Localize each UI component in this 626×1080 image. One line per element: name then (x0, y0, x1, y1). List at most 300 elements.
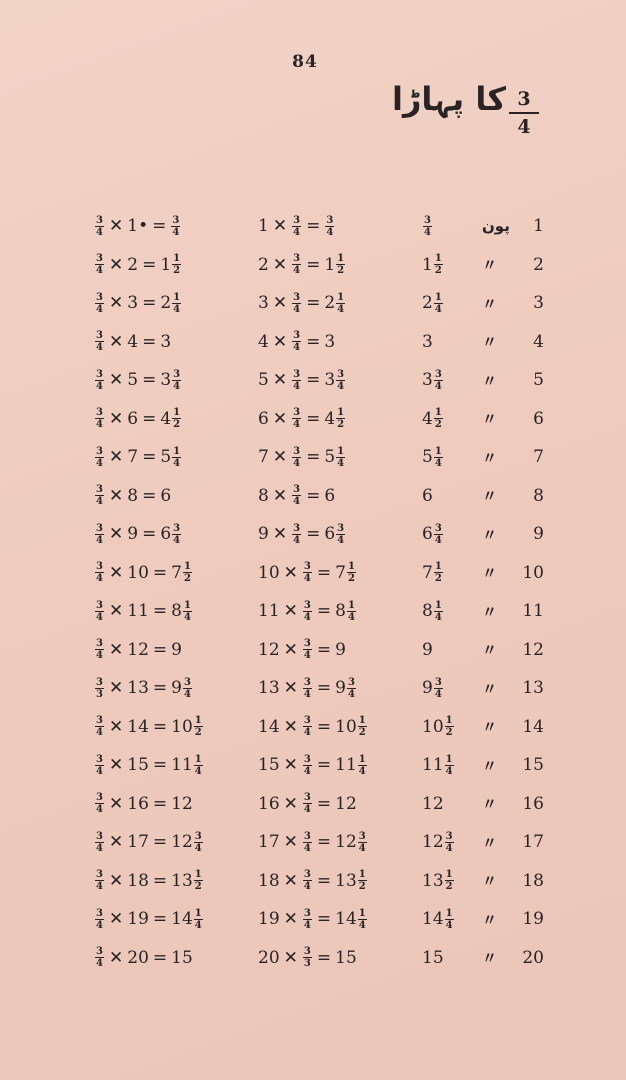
fraction (95, 561, 104, 584)
fraction-numerator: 3 (96, 907, 103, 919)
fraction (292, 484, 301, 507)
ditto-mark: 〃 (482, 333, 498, 351)
times-sign: ✕ (283, 716, 298, 737)
times-sign: ✕ (272, 331, 288, 352)
whole-part: 9 (335, 678, 346, 698)
multiplier: 20 (127, 947, 149, 968)
multiplier: 6 (258, 408, 269, 429)
ditto-mark: 〃 (482, 371, 498, 390)
whole-part: 2 (160, 293, 172, 313)
mixed-number (422, 369, 444, 392)
fraction-numerator: 3 (96, 715, 103, 726)
mixed-number (422, 677, 444, 700)
multiplier: 16 (127, 793, 149, 814)
product-left (94, 515, 182, 553)
row-index: 11 (522, 601, 544, 621)
whole-part: 6 (324, 524, 336, 544)
fraction-denominator: 3 (96, 688, 103, 700)
fraction (95, 638, 104, 661)
fraction-numerator: 1 (434, 599, 442, 611)
fraction-denominator: 4 (96, 919, 103, 931)
fraction-denominator: 2 (173, 265, 181, 276)
fraction-numerator: 3 (293, 407, 301, 418)
fraction-numerator: 1 (173, 253, 181, 264)
fraction-denominator: 4 (303, 881, 311, 892)
fraction-denominator: 2 (194, 727, 202, 738)
fraction-denominator: 4 (303, 804, 311, 815)
fraction (95, 330, 104, 353)
mixed-number (160, 407, 182, 430)
mixed-number (422, 600, 444, 623)
fraction-denominator: 4 (293, 303, 301, 315)
times-sign: ✕ (272, 408, 288, 429)
row-index: 4 (533, 331, 544, 352)
multiplier: 3 (258, 293, 269, 313)
times-sign: ✕ (283, 909, 298, 929)
fraction-denominator: 4 (173, 457, 181, 469)
row-index: 13 (522, 678, 544, 698)
times-sign: ✕ (272, 447, 288, 467)
fraction-denominator: 4 (96, 457, 103, 469)
multiplier: 15 (127, 755, 149, 775)
fraction-denominator: 4 (337, 380, 345, 392)
multiplier: 14 (258, 716, 280, 737)
whole-part: 8 (171, 601, 182, 621)
times-sign: ✕ (109, 793, 124, 814)
fraction-numerator: 3 (96, 946, 103, 957)
fraction-numerator: 1 (358, 715, 366, 726)
fraction (303, 792, 312, 815)
ditto-mark: 〃 (482, 679, 498, 698)
whole-part: 3 (422, 370, 433, 390)
fraction-numerator: 3 (96, 561, 103, 572)
fraction-numerator: 3 (303, 753, 311, 765)
multiplier: 4 (127, 331, 139, 352)
fraction-denominator: 4 (434, 611, 442, 623)
fraction-numerator: 3 (293, 522, 301, 534)
mixed-number (171, 948, 193, 968)
mixed-number (324, 369, 346, 392)
fraction-denominator: 4 (194, 919, 202, 931)
fraction-numerator: 3 (96, 830, 103, 842)
fraction (434, 407, 443, 430)
multiplier: 5 (258, 370, 269, 390)
whole-part: 11 (335, 755, 357, 775)
fraction (347, 561, 356, 584)
product-right (258, 631, 346, 669)
fraction-denominator: 4 (96, 881, 103, 892)
row-index: 12 (522, 639, 544, 660)
fraction-denominator: 4 (183, 611, 191, 623)
multiplier: 14 (127, 716, 149, 737)
mixed-number (171, 600, 193, 623)
mixed-number (335, 561, 357, 584)
equals-sign: = (152, 909, 168, 929)
whole-part: 5 (160, 447, 172, 467)
ditto-mark: 〃 (482, 602, 498, 621)
fraction-numerator: 3 (96, 214, 103, 226)
whole-part: 9 (171, 678, 182, 698)
whole-part: 9 (422, 639, 433, 660)
fraction (95, 215, 104, 238)
mixed-number (171, 754, 204, 777)
row-index: 15 (522, 755, 544, 775)
fraction-numerator: 3 (326, 214, 334, 226)
product-left (94, 785, 193, 823)
fraction-numerator: 3 (445, 830, 453, 842)
ditto-mark: 〃 (482, 256, 498, 274)
fraction-numerator: 1 (445, 753, 453, 765)
equals-sign: = (142, 408, 157, 429)
times-sign: ✕ (272, 254, 288, 275)
mixed-number (324, 486, 335, 506)
row-index: 5 (533, 370, 544, 390)
equals-sign: = (316, 947, 332, 968)
product-left (94, 708, 204, 746)
whole-part: 7 (335, 562, 346, 583)
fraction-numerator: 1 (194, 753, 202, 765)
equals-sign: = (316, 755, 332, 775)
mixed-number (422, 715, 455, 738)
whole-part: 1 (160, 254, 172, 275)
fraction-denominator: 4 (434, 688, 442, 700)
fraction-denominator: 4 (173, 303, 181, 315)
whole-part: 12 (171, 793, 193, 814)
times-sign: ✕ (109, 678, 124, 698)
whole-part: 10 (171, 716, 193, 737)
fraction (434, 677, 443, 700)
table-title: کا پہاڑا (392, 80, 506, 118)
fraction-denominator: 4 (434, 534, 442, 546)
whole-part: 13 (171, 870, 193, 891)
result-value (422, 785, 444, 823)
fraction (95, 446, 104, 469)
mixed-number (335, 600, 357, 623)
fraction (347, 600, 356, 623)
fraction-numerator: 1 (173, 407, 181, 418)
table-row (0, 939, 626, 978)
table-row (0, 207, 626, 246)
fraction-numerator: 3 (293, 253, 301, 264)
mixed-number (422, 332, 433, 352)
equals-sign: = (142, 447, 157, 467)
fraction-denominator: 2 (183, 573, 191, 584)
whole-part: 1 (324, 254, 336, 275)
multiplier: 20 (258, 947, 280, 968)
mixed-number (160, 332, 171, 352)
fraction (172, 407, 181, 430)
fraction (172, 369, 181, 392)
multiplier: 15 (258, 755, 280, 775)
product-left (94, 862, 204, 900)
equals-sign: = (306, 331, 321, 352)
table-row (0, 823, 626, 862)
fraction (95, 523, 104, 546)
fraction-denominator: 4 (293, 380, 301, 392)
result-value (422, 515, 444, 553)
product-right (258, 361, 346, 399)
table-row (0, 708, 626, 747)
equals-sign: = (316, 562, 332, 583)
mixed-number (160, 446, 182, 469)
fraction-denominator: 3 (303, 958, 311, 969)
fraction (95, 407, 104, 430)
fraction-denominator: 4 (96, 496, 103, 507)
whole-part: 14 (335, 909, 357, 929)
equals-sign: = (306, 254, 321, 275)
fraction-numerator: 3 (303, 869, 311, 880)
product-right (258, 400, 346, 438)
result-value (422, 284, 444, 322)
equals-sign: = (142, 485, 157, 506)
fraction-denominator: 4 (293, 496, 301, 507)
whole-part: 11 (422, 755, 444, 775)
row-index: 2 (533, 254, 544, 275)
equals-sign: = (316, 909, 332, 929)
result-value (422, 862, 455, 900)
whole-part: 9 (171, 639, 182, 660)
fraction-denominator: 4 (303, 611, 311, 623)
fraction-denominator: 4 (183, 688, 191, 700)
mixed-number (422, 215, 433, 238)
mixed-number (335, 794, 357, 814)
fraction-numerator: 3 (303, 599, 311, 611)
fraction (95, 754, 104, 777)
equals-sign: = (316, 832, 332, 852)
fraction-numerator: 3 (293, 368, 301, 380)
times-sign: ✕ (109, 216, 124, 236)
fraction-numerator: 3 (183, 676, 191, 688)
fraction-numerator: 3 (424, 214, 431, 226)
result-value (422, 823, 455, 861)
equals-sign: = (316, 678, 332, 698)
fraction-denominator: 4 (96, 958, 103, 969)
fraction (445, 908, 454, 931)
row-index: 10 (522, 562, 544, 583)
fraction-denominator: 2 (445, 727, 453, 738)
fraction-denominator: 4 (293, 419, 301, 430)
fraction-denominator: 2 (337, 419, 345, 430)
fraction (434, 561, 443, 584)
times-sign: ✕ (109, 716, 124, 737)
fraction-numerator: 3 (96, 599, 103, 611)
row-index: 20 (522, 947, 544, 968)
whole-part: 8 (422, 601, 433, 621)
fraction-numerator: 3 (303, 715, 311, 726)
fraction-numerator: 1 (173, 291, 181, 303)
mixed-number (324, 446, 346, 469)
fraction-numerator: 3 (293, 330, 301, 341)
fraction-denominator: 4 (347, 688, 355, 700)
fraction-numerator: 3 (293, 484, 301, 495)
table-row (0, 361, 626, 400)
whole-part: 12 (422, 793, 444, 814)
equals-sign: = (152, 716, 168, 737)
result-value (422, 708, 455, 746)
ditto-mark: 〃 (482, 410, 498, 428)
fraction (303, 908, 312, 931)
ditto-mark: 〃 (482, 910, 498, 929)
product-right (258, 284, 346, 322)
fraction-numerator: 1 (194, 869, 202, 880)
fraction (95, 869, 104, 892)
fraction-numerator: 3 (96, 522, 103, 534)
times-sign: ✕ (109, 755, 124, 775)
fraction (303, 715, 312, 738)
mixed-number (335, 715, 368, 738)
fraction (292, 407, 301, 430)
fraction-denominator: 4 (358, 842, 366, 854)
times-sign: ✕ (109, 485, 124, 506)
equals-sign: = (306, 370, 321, 390)
fraction-denominator: 4 (194, 842, 202, 854)
fraction (336, 407, 345, 430)
fraction-numerator: 1 (358, 869, 366, 880)
fraction (95, 792, 104, 815)
mixed-number (160, 523, 182, 546)
whole-part: 9 (422, 678, 433, 698)
fraction (358, 754, 367, 777)
mixed-number (422, 640, 433, 660)
fraction-numerator: 3 (173, 522, 181, 534)
fraction-denominator: 4 (434, 380, 442, 392)
ditto-mark: 〃 (482, 833, 498, 852)
product-left (94, 669, 193, 707)
times-sign: ✕ (272, 216, 288, 236)
fraction (336, 292, 345, 315)
equals-sign: = (316, 793, 332, 814)
fraction (172, 253, 181, 276)
times-sign: ✕ (283, 639, 298, 660)
product-left (94, 284, 182, 322)
multiplier: 13 (127, 678, 149, 698)
product-left (94, 900, 204, 938)
equals-sign: = (152, 562, 168, 583)
fraction-denominator: 4 (172, 226, 180, 238)
fraction-numerator: 3 (96, 638, 103, 649)
result-value (422, 361, 444, 399)
result-value (422, 207, 433, 245)
times-sign: ✕ (283, 832, 298, 852)
whole-part: 6 (422, 524, 433, 544)
fraction-numerator: 1 (183, 599, 191, 611)
equals-sign: = (142, 331, 157, 352)
fraction-numerator: 3 (337, 522, 345, 534)
fraction (95, 600, 104, 623)
product-right (258, 246, 346, 284)
equals-sign: = (142, 293, 157, 313)
multiplier: 12 (258, 639, 280, 660)
fraction (325, 215, 334, 238)
fraction-numerator: 3 (293, 445, 301, 457)
times-sign: ✕ (109, 447, 124, 467)
fraction-numerator: 3 (194, 830, 202, 842)
mixed-number (171, 677, 193, 700)
table-row (0, 400, 626, 439)
fraction (434, 369, 443, 392)
fraction (336, 369, 345, 392)
fraction-denominator: 2 (445, 881, 453, 892)
mixed-number (171, 561, 193, 584)
multiplier: 11 (258, 601, 280, 621)
times-sign: ✕ (109, 639, 124, 660)
times-sign: ✕ (272, 524, 288, 544)
whole-part: 9 (335, 639, 346, 660)
fraction (434, 253, 443, 276)
fraction-numerator: 1 (434, 561, 442, 572)
mixed-number (324, 215, 335, 238)
fraction-denominator: 4 (337, 534, 345, 546)
fraction (172, 523, 181, 546)
fraction (95, 484, 104, 507)
row-index: 18 (522, 870, 544, 891)
whole-part: 3 (324, 331, 336, 352)
fraction (194, 908, 203, 931)
fraction-numerator: 3 (434, 368, 442, 380)
fraction (95, 715, 104, 738)
fraction-numerator: 3 (303, 561, 311, 572)
table-row (0, 477, 626, 516)
multiplication-table (0, 207, 626, 977)
mixed-number (160, 369, 182, 392)
row-index: 9 (533, 524, 544, 544)
mixed-number (171, 831, 204, 854)
multiplier: 9 (258, 524, 269, 544)
fraction-numerator: 3 (434, 522, 442, 534)
equals-sign: = (306, 485, 321, 506)
fraction-numerator: 1 (434, 407, 442, 418)
fraction (194, 831, 203, 854)
equals-sign: = (316, 601, 332, 621)
fraction (445, 831, 454, 854)
mixed-number (171, 640, 182, 660)
whole-part: 6 (160, 524, 172, 544)
whole-part: 5 (324, 447, 336, 467)
fraction (292, 292, 301, 315)
product-right (258, 708, 368, 746)
times-sign: ✕ (109, 601, 124, 621)
mixed-number (422, 407, 444, 430)
whole-part: 12 (422, 832, 444, 852)
fraction (303, 831, 312, 854)
product-left (94, 477, 171, 515)
fraction-numerator: 1 (445, 869, 453, 880)
product-left (94, 631, 182, 669)
whole-part: 12 (171, 832, 193, 852)
mixed-number (422, 869, 455, 892)
fraction-denominator: 4 (96, 804, 103, 815)
product-left (94, 400, 182, 438)
fraction (303, 946, 312, 969)
fraction (292, 523, 301, 546)
mixed-number (422, 253, 444, 276)
fraction (303, 638, 312, 661)
whole-part: 3 (422, 331, 433, 352)
equals-sign: = (142, 524, 157, 544)
product-right (258, 823, 368, 861)
table-row (0, 554, 626, 593)
fraction (95, 292, 104, 315)
multiplier: 17 (258, 832, 280, 852)
fraction-numerator: 3 (358, 830, 366, 842)
result-value (422, 746, 455, 784)
whole-part: 3 (160, 331, 172, 352)
fraction (194, 754, 203, 777)
fraction (95, 369, 104, 392)
mixed-number (171, 794, 193, 814)
fraction-numerator: 3 (303, 792, 311, 803)
multiplier: 17 (127, 832, 149, 852)
